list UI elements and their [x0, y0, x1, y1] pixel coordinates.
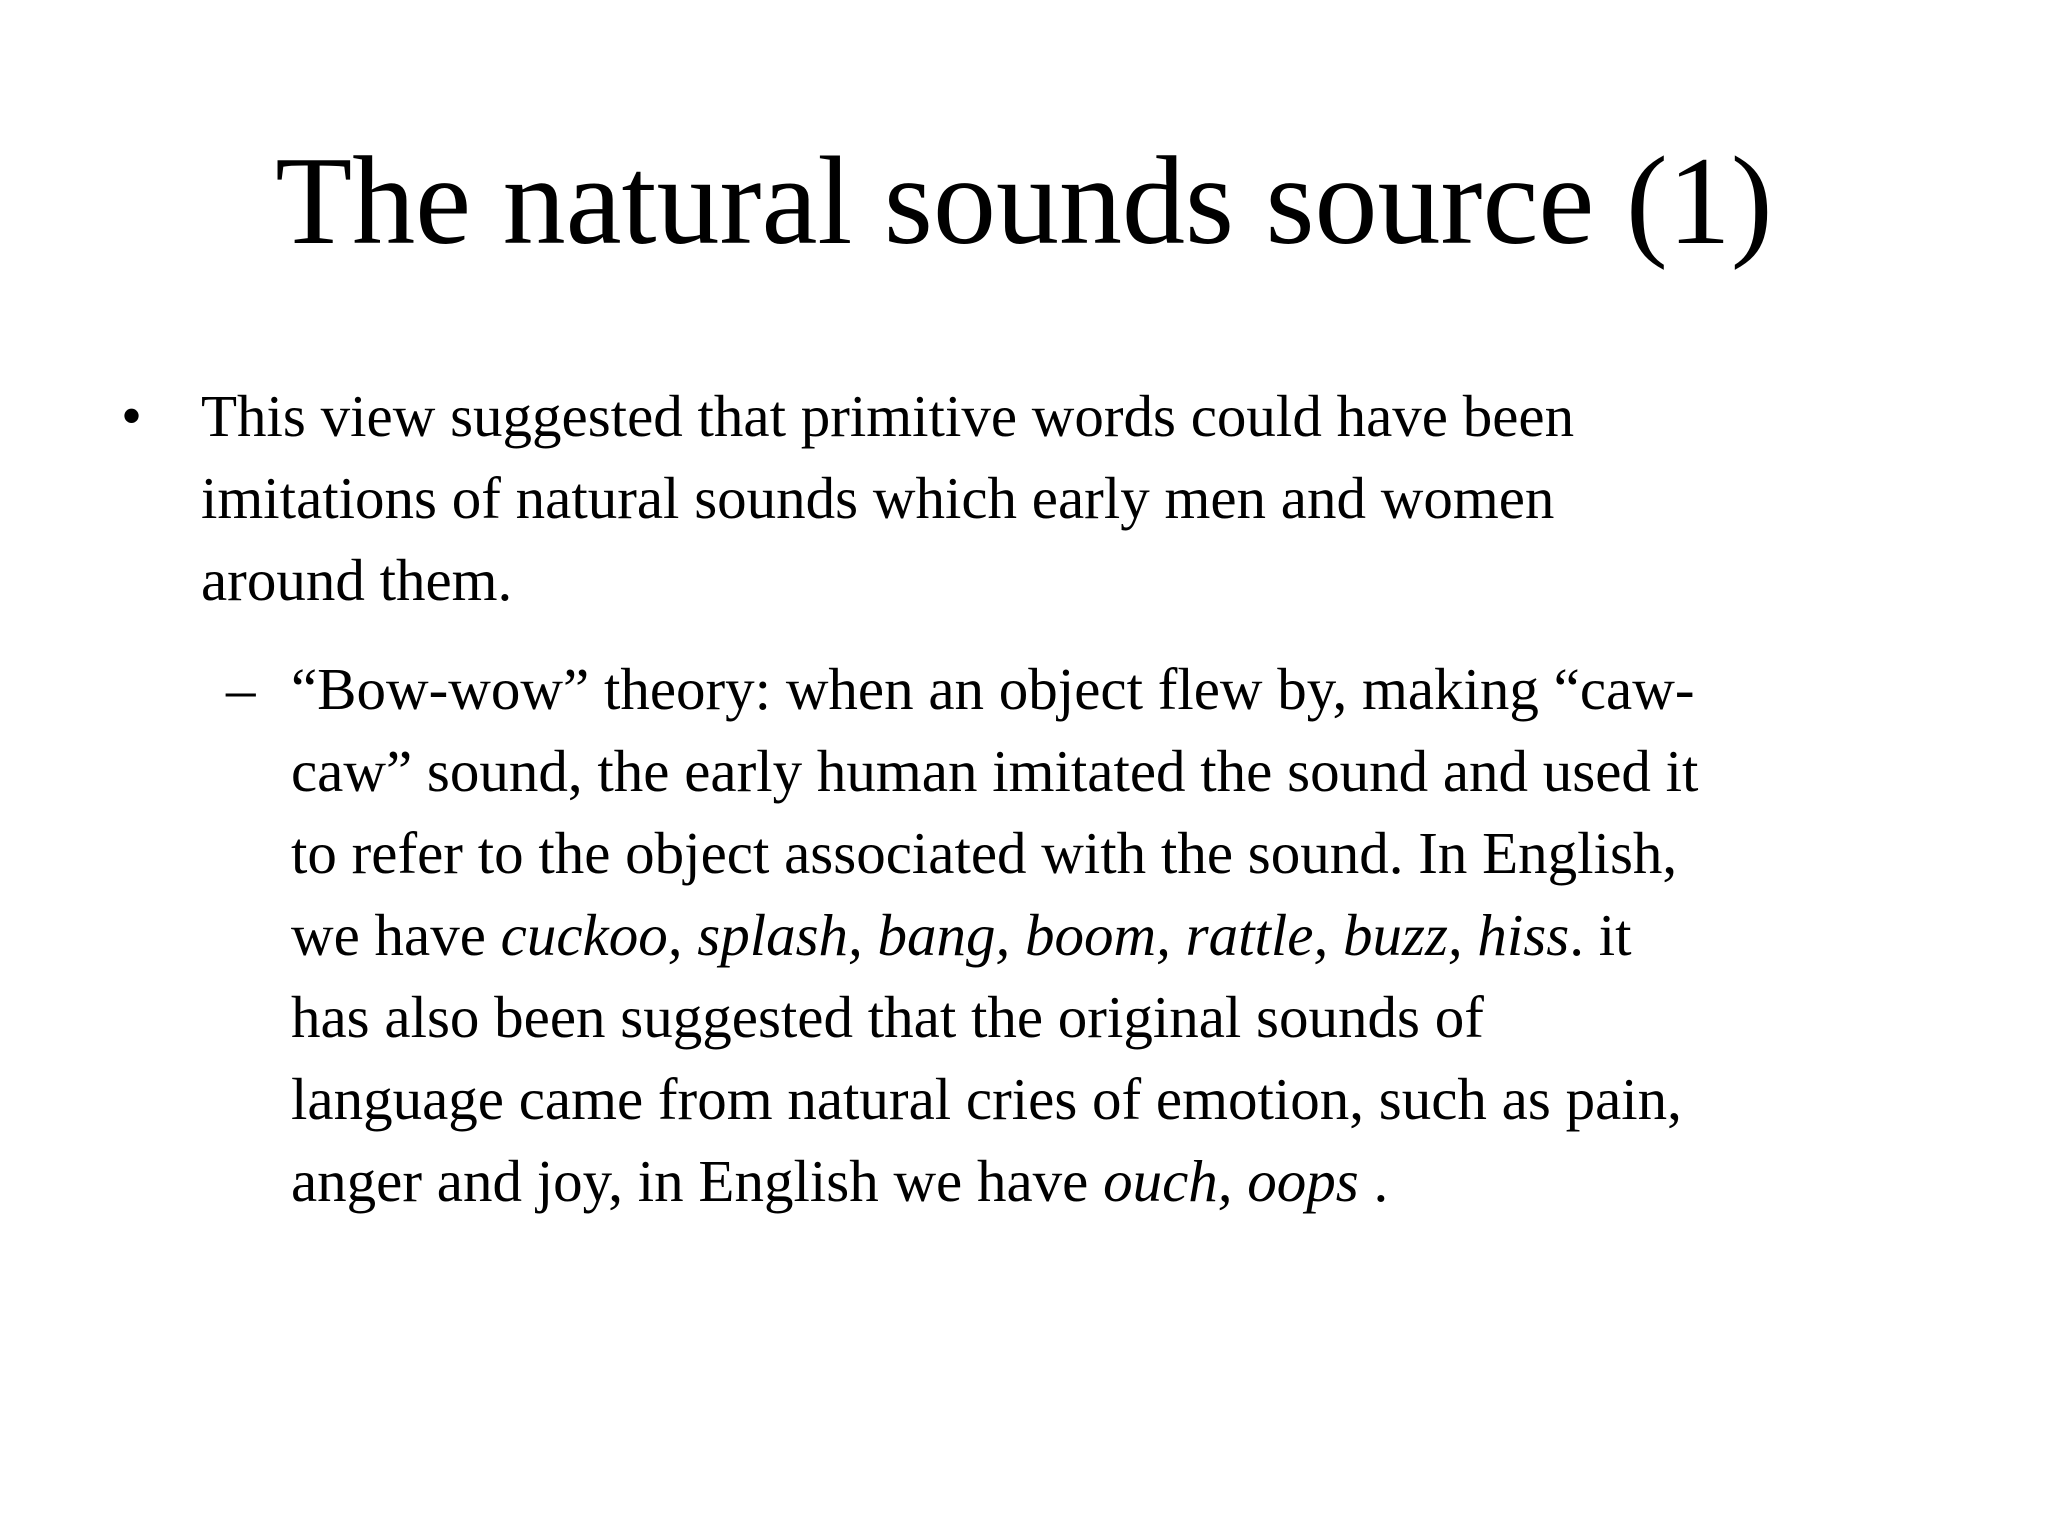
bullet-marker: • — [121, 383, 143, 449]
sub-bullet-line-4 — [291, 894, 1991, 976]
sub-bullet-line-2: caw” sound, the early human imitated the sound and used it — [291, 738, 1699, 804]
interjection-examples: ouch, oops — [1103, 1148, 1359, 1214]
line-7-tail: . — [1358, 1148, 1389, 1214]
sub-bullet-marker: – — [226, 656, 256, 722]
sub-bullet-line-7 — [291, 1140, 1991, 1222]
bullet-line-3: around them. — [201, 547, 513, 613]
bullet-line-1: This view suggested that primitive words could have been — [201, 383, 1575, 449]
bullet-line-2: imitations of natural sounds which early men and women — [201, 465, 1555, 531]
line-4-text: we have — [291, 902, 501, 968]
sub-bullet-text — [291, 648, 1991, 1222]
sub-bullet-line-6: language came from natural cries of emotion, such as pain, — [291, 1066, 1682, 1132]
slide-title: The natural sounds source (1) — [275, 132, 1773, 271]
line-7-text: anger and joy, in English we have — [291, 1148, 1104, 1214]
onomatopoeia-examples: cuckoo, splash, bang, boom, rattle, buzz, hiss — [500, 902, 1570, 968]
line-4-tail: . it — [1569, 902, 1632, 968]
sub-bullet-line-1: “Bow-wow” theory: when an object flew by, making “caw- — [291, 656, 1695, 722]
sub-bullet-line-5: has also been suggested that the original sounds of — [291, 984, 1484, 1050]
bullet-text — [201, 375, 1941, 621]
sub-bullet-line-3: to refer to the object associated with the sound. In English, — [291, 820, 1678, 886]
